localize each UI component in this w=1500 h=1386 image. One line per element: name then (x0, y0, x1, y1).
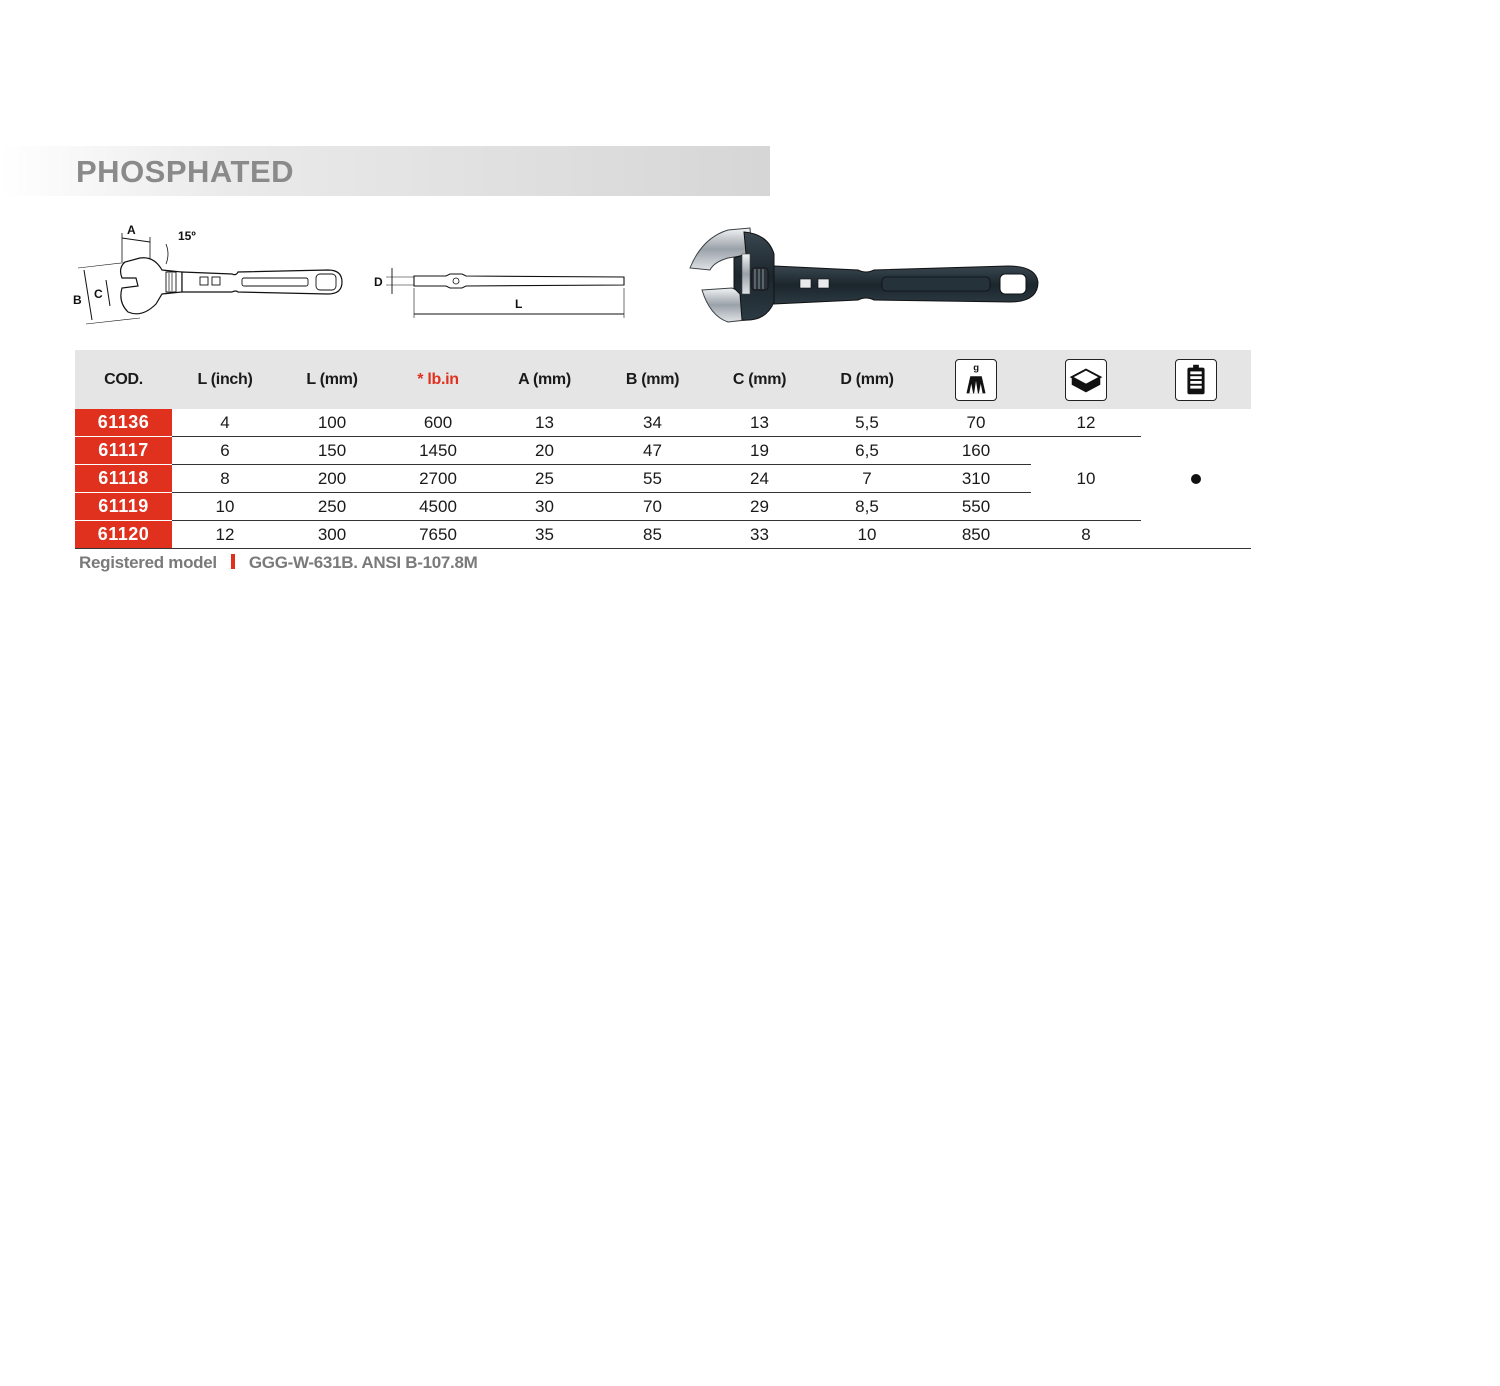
dim-d-label: D (374, 275, 383, 289)
dim-angle-label: 15º (178, 229, 196, 243)
footer-note (79, 553, 478, 573)
registered-model-text: Registered model (79, 553, 217, 572)
cell-pack-qty: 8 (1031, 521, 1141, 549)
product-code: 61117 (75, 437, 172, 465)
product-code: 61120 (75, 521, 172, 549)
col-header-code: COD. (75, 350, 172, 409)
cell-weight: 160 (921, 437, 1031, 465)
weight-icon (955, 359, 997, 401)
cell-a-mm: 13 (490, 409, 599, 437)
cell-lbin: 4500 (386, 493, 490, 521)
cell-b-mm: 47 (599, 437, 706, 465)
col-header-c-mm: C (mm) (706, 350, 813, 409)
separator-bar (231, 554, 235, 569)
wrench-product-image (688, 224, 1043, 329)
cell-l-mm: 250 (278, 493, 386, 521)
cell-d-mm: 5,5 (813, 409, 921, 437)
cell-weight: 850 (921, 521, 1031, 549)
col-header-lbin: * lb.in (386, 350, 490, 409)
cell-pack-qty: 12 (1031, 409, 1141, 437)
cell-d-mm: 7 (813, 465, 921, 493)
cell-l-mm: 150 (278, 437, 386, 465)
cell-c-mm: 19 (706, 437, 813, 465)
cell-d-mm: 10 (813, 521, 921, 549)
cell-a-mm: 30 (490, 493, 599, 521)
cell-lbin: 600 (386, 409, 490, 437)
cell-l-inch: 6 (172, 437, 278, 465)
cell-c-mm: 29 (706, 493, 813, 521)
col-header-d-mm: D (mm) (813, 350, 921, 409)
cell-a-mm: 20 (490, 437, 599, 465)
box-icon (1065, 359, 1107, 401)
col-header-b-mm: B (mm) (599, 350, 706, 409)
cell-l-inch: 8 (172, 465, 278, 493)
col-header-a-mm: A (mm) (490, 350, 599, 409)
col-header-l-inch: L (inch) (172, 350, 278, 409)
cell-lbin: 7650 (386, 521, 490, 549)
dim-l-label: L (515, 297, 523, 311)
cell-c-mm: 13 (706, 409, 813, 437)
cell-b-mm: 70 (599, 493, 706, 521)
cell-l-inch: 10 (172, 493, 278, 521)
section-banner (0, 146, 770, 196)
col-header-weight (921, 350, 1031, 409)
side-view-diagram (372, 262, 632, 322)
cell-c-mm: 24 (706, 465, 813, 493)
cell-a-mm: 25 (490, 465, 599, 493)
cell-d-mm: 6,5 (813, 437, 921, 465)
cell-b-mm: 55 (599, 465, 706, 493)
cell-l-mm: 200 (278, 465, 386, 493)
cell-display-blank (1141, 409, 1251, 521)
cell-weight: 70 (921, 409, 1031, 437)
cell-l-inch: 4 (172, 409, 278, 437)
cell-display-blank (1141, 521, 1251, 549)
cell-weight: 550 (921, 493, 1031, 521)
section-title: PHOSPHATED (76, 154, 295, 189)
cell-b-mm: 34 (599, 409, 706, 437)
product-code: 61118 (75, 465, 172, 493)
cell-c-mm: 33 (706, 521, 813, 549)
specification-table (75, 350, 1251, 549)
display-availability-dot (1191, 474, 1201, 484)
cell-lbin: 2700 (386, 465, 490, 493)
cell-pack-qty: 10 (1031, 437, 1141, 521)
product-code: 61136 (75, 409, 172, 437)
table-row (75, 521, 1251, 549)
display-rack-icon (1175, 359, 1217, 401)
weight-unit-label: g (973, 361, 979, 373)
cell-a-mm: 35 (490, 521, 599, 549)
cell-lbin: 1450 (386, 437, 490, 465)
col-header-box (1031, 350, 1141, 409)
col-header-display (1141, 350, 1251, 409)
dim-b-label: B (73, 293, 82, 307)
standards-text: GGG-W-631B. ANSI B-107.8M (248, 553, 478, 572)
front-view-diagram (70, 220, 350, 335)
table-row (75, 409, 1251, 437)
cell-weight: 310 (921, 465, 1031, 493)
table-header-row (75, 350, 1251, 409)
cell-d-mm: 8,5 (813, 493, 921, 521)
table-row (75, 437, 1251, 465)
cell-l-mm: 300 (278, 521, 386, 549)
dim-c-label: C (94, 287, 103, 301)
cell-l-mm: 100 (278, 409, 386, 437)
cell-l-inch: 12 (172, 521, 278, 549)
col-header-l-mm: L (mm) (278, 350, 386, 409)
product-code: 61119 (75, 493, 172, 521)
cell-b-mm: 85 (599, 521, 706, 549)
dim-a-label: A (127, 223, 136, 237)
